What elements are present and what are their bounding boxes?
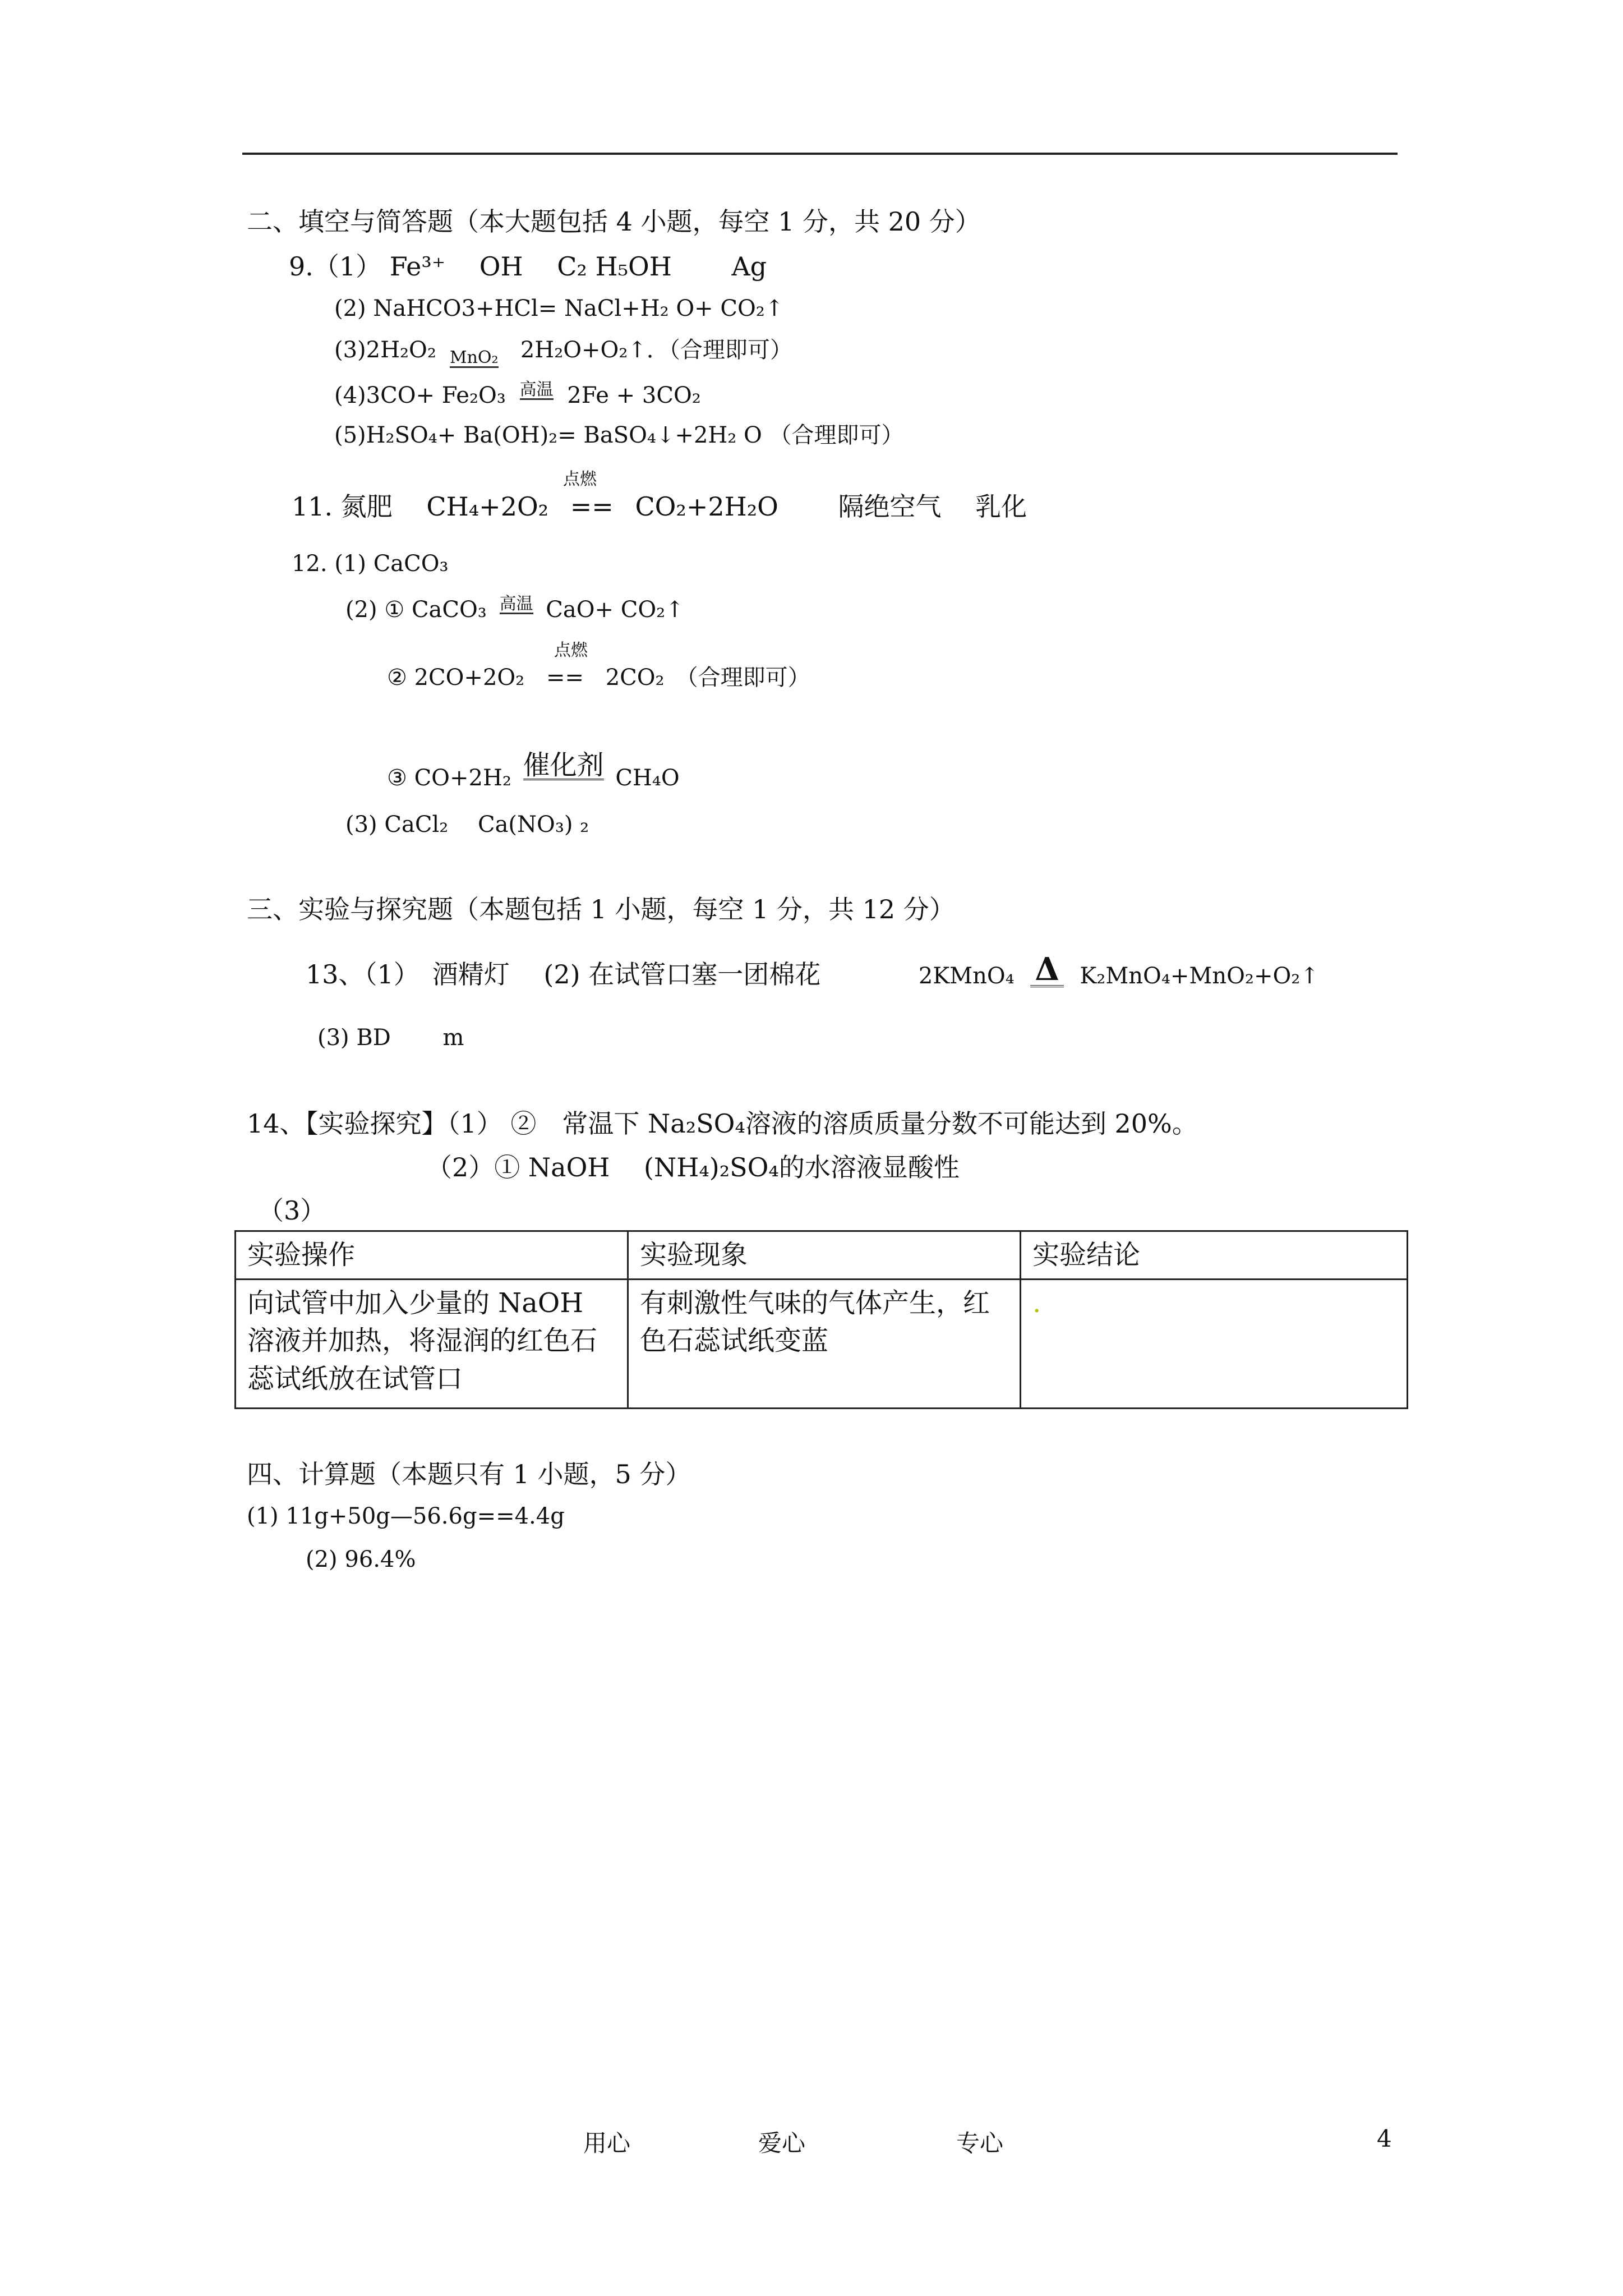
q12-line4-left: ③ CO+2H₂ [387, 765, 511, 791]
q9-line5: (5)H₂SO₄+ Ba(OH)₂= BaSO₄↓+2H₂ O （合理即可） [334, 422, 904, 448]
q13-line1 [306, 951, 1319, 990]
page-number: 4 [1377, 2125, 1392, 2152]
q12-line4-condition: 催化剂 [523, 749, 604, 781]
header-rule [242, 153, 1398, 155]
table-header-row [236, 1231, 1408, 1280]
section4-line1: (1) 11g+50g—56.6g==4.4g [247, 1503, 565, 1529]
q12-line5: (3) CaCl₂ Ca(NO₃) ₂ [345, 812, 589, 838]
table-header-cell: 实验操作 [236, 1231, 628, 1280]
footer-motto-2: 爱心 [758, 2129, 806, 2157]
q12-line1: 12. (1) CaCO₃ [292, 551, 449, 577]
section2-title: 二、填空与简答题（本大题包括 4 小题，每空 1 分，共 20 分） [247, 206, 981, 237]
q12-line2-condition: 高温 [499, 594, 533, 614]
q9-line2: (2) NaHCO3+HCl= NaCl+H₂ O+ CO₂↑ [334, 296, 784, 321]
table-cell-phenomenon: 有刺激性气味的气体产生，红色石蕊试纸变蓝 [628, 1280, 1021, 1409]
q12-line3-right: 2CO₂ （合理即可） [605, 665, 810, 691]
q11-condition: 点燃 [563, 470, 597, 489]
q13-delta: Δ [1030, 954, 1063, 987]
q14-line1: 14、【实验探究】（1） ② 常温下 Na₂SO₄溶液的溶质质量分数不可能达到 20%。 [247, 1108, 1198, 1139]
q9-line1: 9.（1） Fe³⁺ OH C₂ H₅OH Ag [289, 251, 767, 282]
q9-line3-right: 2H₂O+O₂↑．（合理即可） [520, 337, 792, 363]
q14-line2: （2）① NaOH (NH₄)₂SO₄的水溶液显酸性 [426, 1152, 960, 1182]
footer-motto-3: 专心 [956, 2129, 1004, 2157]
table-cell-conclusion: . [1021, 1280, 1408, 1409]
q9-line3 [334, 337, 792, 367]
q12-line2-left: (2) ① CaCO₃ [345, 597, 487, 623]
q9-line4-condition: 高温 [519, 380, 554, 399]
q13-line2: (3) BD m [317, 1025, 464, 1051]
q9-line4-right: 2Fe + 3CO₂ [567, 383, 701, 408]
experiment-table [234, 1230, 1408, 1409]
q14-line3: （3） [258, 1195, 326, 1226]
section3-title: 三、实验与探究题（本题包括 1 小题，每空 1 分，共 12 分） [247, 894, 955, 924]
table-header-cell: 实验现象 [628, 1231, 1021, 1280]
q12-line3-equals: == [546, 665, 584, 691]
footer-motto-1: 用心 [583, 2129, 631, 2157]
section4-line2: (2) 96.4% [306, 1547, 416, 1572]
q11-line [292, 491, 1027, 522]
q12-line3-left: ② 2CO+2O₂ [387, 665, 525, 691]
q12-line2 [345, 596, 684, 621]
q12-line4 [387, 749, 680, 791]
table-header-cell: 实验结论 [1021, 1231, 1408, 1280]
q13-reactant: 2KMnO₄ [918, 963, 1015, 989]
q11-right: CO₂+2H₂O 隔绝空气 乳化 [635, 491, 1027, 522]
q11-left: 11. 氮肥 CH₄+2O₂ [292, 491, 549, 522]
section4-title: 四、计算题（本题只有 1 小题，5 分） [247, 1459, 691, 1489]
table-row [236, 1280, 1408, 1409]
q11-equals: == [570, 491, 614, 522]
q9-line4-left: (4)3CO+ Fe₂O₃ [334, 383, 506, 408]
q12-line3 [387, 666, 810, 689]
table-cell-operation: 向试管中加入少量的 NaOH 溶液并加热，将湿润的红色石蕊试纸放在试管口 [236, 1280, 628, 1409]
q9-line4 [334, 381, 701, 407]
q9-line3-left: (3)2H₂O₂ [334, 337, 436, 363]
q13-products: K₂MnO₄+MnO₂+O₂↑ [1080, 963, 1319, 989]
q12-line4-right: CH₄O [615, 765, 680, 791]
q12-line3-condition: 点燃 [554, 641, 588, 660]
q13-left: 13、（1） 酒精灯 (2) 在试管口塞一团棉花 [306, 959, 821, 990]
q9-line3-catalyst: MnO₂ [449, 348, 499, 367]
q12-line2-right: CaO+ CO₂↑ [546, 597, 684, 623]
